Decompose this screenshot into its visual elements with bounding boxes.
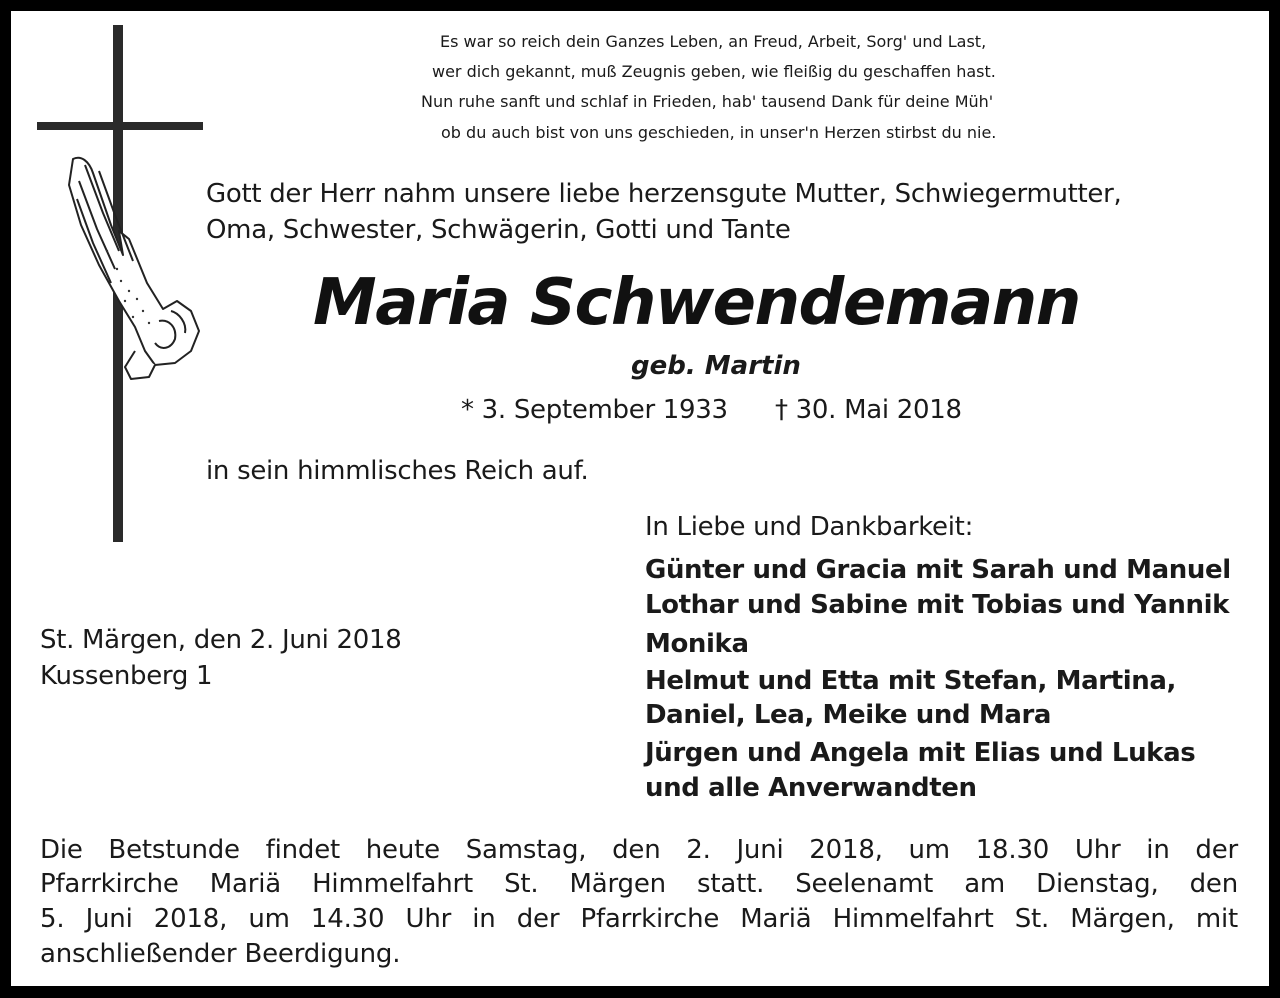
intro-line: Oma, Schwester, Schwägerin, Gotti und Tante xyxy=(206,215,791,245)
mourner-line: Daniel, Lea, Meike und Mara xyxy=(645,700,1052,730)
poem-line: ob du auch bist von uns geschieden, in unser'n Herzen stirbst du nie. xyxy=(441,123,997,142)
mourner-line: Günter und Gracia mit Sarah und Manuel xyxy=(645,555,1231,585)
poem xyxy=(11,32,1269,152)
death-date: † 30. Mai 2018 xyxy=(775,395,962,425)
mourner-line: Helmut und Etta mit Stefan, Martina, xyxy=(645,666,1176,696)
poem-line: wer dich gekannt, muß Zeugnis geben, wie fleißig du geschaffen hast. xyxy=(432,62,996,81)
notice-line: Die Betstunde findet heute Samstag, den 2. Juni 2018, um 18.30 Uhr in der xyxy=(40,835,1238,865)
outro-line: in sein himmlisches Reich auf. xyxy=(206,456,589,486)
mourner-line: Lothar und Sabine mit Tobias und Yannik xyxy=(645,590,1229,620)
praying-hands-icon xyxy=(59,151,204,383)
poem-line: Es war so reich dein Ganzes Leben, an Freud, Arbeit, Sorg' und Last, xyxy=(440,32,987,51)
obituary-card xyxy=(11,11,1269,986)
mourners-heading: In Liebe und Dankbarkeit: xyxy=(645,512,974,542)
birth-name: geb. Martin xyxy=(631,351,801,381)
intro-line: Gott der Herr nahm unsere liebe herzensgute Mutter, Schwiegermutter, xyxy=(206,179,1122,209)
mourner-line: und alle Anverwandten xyxy=(645,773,977,803)
notice-line: Pfarrkirche Mariä Himmelfahrt St. Märgen statt. Seelenamt am Dienstag, den xyxy=(40,869,1238,899)
deceased-name: Maria Schwendemann xyxy=(313,266,1080,340)
mourner-line: Jürgen und Angela mit Elias und Lukas xyxy=(645,738,1196,768)
mourner-line: Monika xyxy=(645,629,749,659)
poem-line: Nun ruhe sanft und schlaf in Frieden, hab' tausend Dank für deine Müh' xyxy=(421,92,994,111)
birth-date: * 3. September 1933 xyxy=(461,395,728,425)
notice-line: 5. Juni 2018, um 14.30 Uhr in der Pfarrkirche Mariä Himmelfahrt St. Märgen, mit xyxy=(40,904,1238,934)
address: Kussenberg 1 xyxy=(40,661,213,691)
notice-line: anschließender Beerdigung. xyxy=(40,939,401,969)
place-date: St. Märgen, den 2. Juni 2018 xyxy=(40,625,402,655)
